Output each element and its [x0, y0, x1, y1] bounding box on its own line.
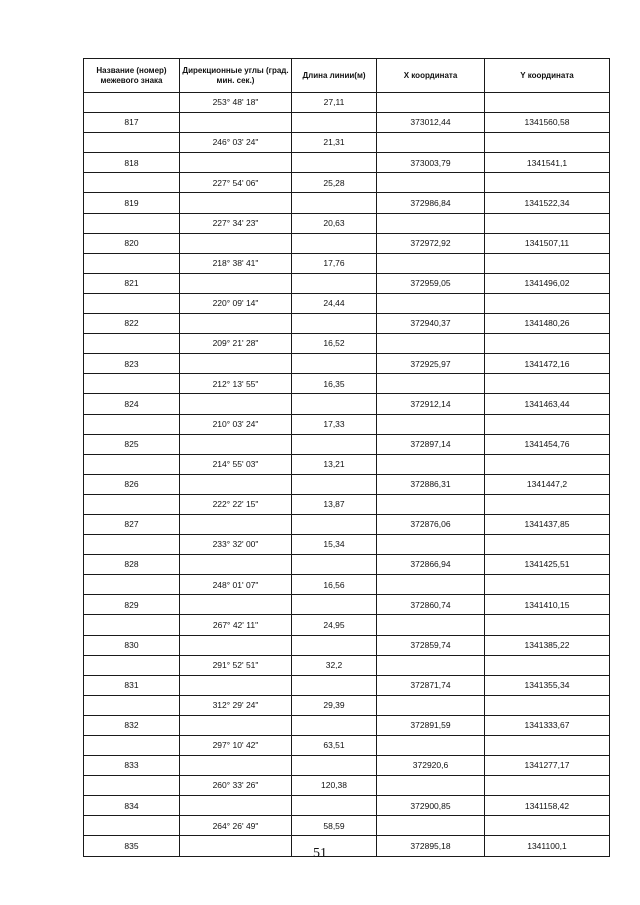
mark-name-cell	[84, 173, 180, 193]
page-number: 51	[313, 846, 327, 861]
x-coordinate-cell: 372925,97	[377, 354, 485, 374]
line-length-cell	[292, 113, 377, 133]
y-coordinate-cell: 1341560,58	[485, 113, 610, 133]
line-length-cell: 32,2	[292, 655, 377, 675]
table-row	[84, 756, 610, 776]
x-coordinate-cell: 372859,74	[377, 635, 485, 655]
bearing-cell: 212° 13' 55"	[180, 374, 292, 394]
bearing-cell: 253° 48' 18"	[180, 93, 292, 113]
bearing-cell: 220° 09' 14"	[180, 293, 292, 313]
mark-name-cell	[84, 454, 180, 474]
table-row	[84, 796, 610, 816]
bearing-cell: 248° 01' 07"	[180, 575, 292, 595]
line-length-cell	[292, 635, 377, 655]
line-length-cell: 29,39	[292, 695, 377, 715]
line-length-cell	[292, 715, 377, 735]
bearing-cell	[180, 193, 292, 213]
line-length-cell	[292, 153, 377, 173]
mark-name-cell: 832	[84, 715, 180, 735]
bearing-cell	[180, 434, 292, 454]
table-row	[84, 374, 610, 394]
x-coordinate-cell: 372920,6	[377, 756, 485, 776]
table-row	[84, 595, 610, 615]
table-row	[84, 535, 610, 555]
x-coordinate-cell: 372972,92	[377, 233, 485, 253]
x-coordinate-cell: 372891,59	[377, 715, 485, 735]
mark-name-cell	[84, 736, 180, 756]
line-length-cell	[292, 595, 377, 615]
bearing-cell: 246° 03' 24"	[180, 133, 292, 153]
table-row	[84, 334, 610, 354]
y-coordinate-cell	[485, 93, 610, 113]
header-y-coordinate: Y координата	[485, 59, 610, 93]
x-coordinate-cell: 372959,05	[377, 273, 485, 293]
line-length-cell: 13,87	[292, 494, 377, 514]
bearing-cell	[180, 233, 292, 253]
mark-name-cell: 819	[84, 193, 180, 213]
table-row	[84, 514, 610, 534]
x-coordinate-cell	[377, 575, 485, 595]
x-coordinate-cell: 372940,37	[377, 314, 485, 334]
table-row	[84, 575, 610, 595]
bearing-cell: 291° 52' 51"	[180, 655, 292, 675]
x-coordinate-cell: 372912,14	[377, 394, 485, 414]
mark-name-cell: 828	[84, 555, 180, 575]
y-coordinate-cell: 1341472,16	[485, 354, 610, 374]
line-length-cell: 24,95	[292, 615, 377, 635]
y-coordinate-cell	[485, 133, 610, 153]
bearing-cell	[180, 514, 292, 534]
mark-name-cell: 833	[84, 756, 180, 776]
bearing-cell: 267° 42' 11"	[180, 615, 292, 635]
mark-name-cell: 826	[84, 474, 180, 494]
bearing-cell: 264° 26' 49"	[180, 816, 292, 836]
mark-name-cell	[84, 93, 180, 113]
table-row	[84, 434, 610, 454]
mark-name-cell	[84, 213, 180, 233]
x-coordinate-cell	[377, 776, 485, 796]
bearing-cell: 297° 10' 42"	[180, 736, 292, 756]
bearing-cell	[180, 153, 292, 173]
line-length-cell	[292, 474, 377, 494]
bearing-cell	[180, 394, 292, 414]
line-length-cell	[292, 675, 377, 695]
y-coordinate-cell: 1341100,1	[485, 836, 610, 856]
mark-name-cell: 835	[84, 836, 180, 856]
bearing-cell: 210° 03' 24"	[180, 414, 292, 434]
table-row	[84, 655, 610, 675]
x-coordinate-cell	[377, 816, 485, 836]
x-coordinate-cell	[377, 535, 485, 555]
header-line-length: Длина линии(м)	[292, 59, 377, 93]
x-coordinate-cell: 372871,74	[377, 675, 485, 695]
x-coordinate-cell: 372876,06	[377, 514, 485, 534]
x-coordinate-cell	[377, 253, 485, 273]
table-row	[84, 736, 610, 756]
header-row	[84, 59, 610, 93]
y-coordinate-cell: 1341496,02	[485, 273, 610, 293]
bearing-cell: 260° 33' 26"	[180, 776, 292, 796]
table-row	[84, 454, 610, 474]
bearing-cell: 218° 38' 41"	[180, 253, 292, 273]
x-coordinate-cell: 372886,31	[377, 474, 485, 494]
line-length-cell: 16,52	[292, 334, 377, 354]
table-row	[84, 233, 610, 253]
x-coordinate-cell	[377, 454, 485, 474]
mark-name-cell	[84, 293, 180, 313]
line-length-cell	[292, 354, 377, 374]
bearing-cell	[180, 555, 292, 575]
bearing-cell	[180, 675, 292, 695]
bearing-cell	[180, 635, 292, 655]
y-coordinate-cell	[485, 454, 610, 474]
line-length-cell	[292, 394, 377, 414]
x-coordinate-cell	[377, 615, 485, 635]
line-length-cell: 20,63	[292, 213, 377, 233]
y-coordinate-cell: 1341158,42	[485, 796, 610, 816]
table-row	[84, 695, 610, 715]
header-x-coordinate: X координата	[377, 59, 485, 93]
y-coordinate-cell	[485, 213, 610, 233]
x-coordinate-cell	[377, 374, 485, 394]
table-row	[84, 293, 610, 313]
y-coordinate-cell	[485, 173, 610, 193]
boundary-marks-table	[83, 58, 610, 857]
line-length-cell	[292, 514, 377, 534]
line-length-cell	[292, 434, 377, 454]
y-coordinate-cell	[485, 253, 610, 273]
table-row	[84, 776, 610, 796]
x-coordinate-cell: 372900,85	[377, 796, 485, 816]
line-length-cell: 63,51	[292, 736, 377, 756]
y-coordinate-cell: 1341507,11	[485, 233, 610, 253]
x-coordinate-cell: 373003,79	[377, 153, 485, 173]
mark-name-cell: 829	[84, 595, 180, 615]
y-coordinate-cell	[485, 535, 610, 555]
mark-name-cell: 831	[84, 675, 180, 695]
bearing-cell	[180, 273, 292, 293]
mark-name-cell	[84, 615, 180, 635]
mark-name-cell	[84, 494, 180, 514]
x-coordinate-cell	[377, 695, 485, 715]
y-coordinate-cell: 1341447,2	[485, 474, 610, 494]
bearing-cell: 214° 55' 03"	[180, 454, 292, 474]
header-mark-name: Название (номер) межевого знака	[84, 59, 180, 93]
table-row	[84, 93, 610, 113]
line-length-cell: 17,76	[292, 253, 377, 273]
table-row	[84, 615, 610, 635]
line-length-cell: 13,21	[292, 454, 377, 474]
y-coordinate-cell: 1341522,34	[485, 193, 610, 213]
line-length-cell: 27,11	[292, 93, 377, 113]
table-row	[84, 635, 610, 655]
mark-name-cell: 824	[84, 394, 180, 414]
table-row	[84, 314, 610, 334]
table-row	[84, 253, 610, 273]
y-coordinate-cell	[485, 374, 610, 394]
bearing-cell: 222° 22' 15"	[180, 494, 292, 514]
mark-name-cell	[84, 575, 180, 595]
x-coordinate-cell	[377, 133, 485, 153]
mark-name-cell: 821	[84, 273, 180, 293]
x-coordinate-cell	[377, 414, 485, 434]
bearing-cell	[180, 314, 292, 334]
mark-name-cell	[84, 816, 180, 836]
y-coordinate-cell: 1341437,85	[485, 514, 610, 534]
x-coordinate-cell	[377, 736, 485, 756]
y-coordinate-cell: 1341385,22	[485, 635, 610, 655]
bearing-cell: 209° 21' 28"	[180, 334, 292, 354]
y-coordinate-cell: 1341333,67	[485, 715, 610, 735]
y-coordinate-cell	[485, 776, 610, 796]
x-coordinate-cell	[377, 494, 485, 514]
x-coordinate-cell	[377, 173, 485, 193]
x-coordinate-cell	[377, 655, 485, 675]
line-length-cell	[292, 193, 377, 213]
mark-name-cell: 820	[84, 233, 180, 253]
x-coordinate-cell: 372895,18	[377, 836, 485, 856]
y-coordinate-cell: 1341410,15	[485, 595, 610, 615]
x-coordinate-cell: 372986,84	[377, 193, 485, 213]
bearing-cell	[180, 715, 292, 735]
bearing-cell	[180, 796, 292, 816]
line-length-cell: 25,28	[292, 173, 377, 193]
line-length-cell	[292, 273, 377, 293]
line-length-cell: 120,38	[292, 776, 377, 796]
x-coordinate-cell	[377, 213, 485, 233]
mark-name-cell: 823	[84, 354, 180, 374]
line-length-cell: 58,59	[292, 816, 377, 836]
y-coordinate-cell	[485, 575, 610, 595]
table-row	[84, 555, 610, 575]
bearing-cell: 227° 34' 23"	[180, 213, 292, 233]
x-coordinate-cell: 372860,74	[377, 595, 485, 615]
y-coordinate-cell	[485, 414, 610, 434]
y-coordinate-cell	[485, 736, 610, 756]
table-row	[84, 474, 610, 494]
table-row	[84, 173, 610, 193]
mark-name-cell: 817	[84, 113, 180, 133]
y-coordinate-cell	[485, 615, 610, 635]
mark-name-cell	[84, 535, 180, 555]
y-coordinate-cell: 1341355,34	[485, 675, 610, 695]
y-coordinate-cell: 1341454,76	[485, 434, 610, 454]
mark-name-cell	[84, 655, 180, 675]
mark-name-cell: 834	[84, 796, 180, 816]
y-coordinate-cell	[485, 494, 610, 514]
bearing-cell	[180, 595, 292, 615]
table-row	[84, 153, 610, 173]
table-row	[84, 213, 610, 233]
line-length-cell	[292, 314, 377, 334]
table-row	[84, 193, 610, 213]
mark-name-cell	[84, 414, 180, 434]
x-coordinate-cell: 372897,14	[377, 434, 485, 454]
mark-name-cell: 827	[84, 514, 180, 534]
mark-name-cell	[84, 253, 180, 273]
table-row	[84, 816, 610, 836]
y-coordinate-cell	[485, 293, 610, 313]
y-coordinate-cell: 1341541,1	[485, 153, 610, 173]
line-length-cell	[292, 555, 377, 575]
bearing-cell: 227° 54' 06"	[180, 173, 292, 193]
x-coordinate-cell	[377, 93, 485, 113]
bearing-cell	[180, 113, 292, 133]
table-row	[84, 414, 610, 434]
x-coordinate-cell: 372866,94	[377, 555, 485, 575]
mark-name-cell	[84, 776, 180, 796]
x-coordinate-cell	[377, 293, 485, 313]
y-coordinate-cell	[485, 655, 610, 675]
table-row	[84, 715, 610, 735]
mark-name-cell	[84, 374, 180, 394]
y-coordinate-cell: 1341463,44	[485, 394, 610, 414]
mark-name-cell	[84, 133, 180, 153]
table-row	[84, 113, 610, 133]
x-coordinate-cell	[377, 334, 485, 354]
y-coordinate-cell: 1341480,26	[485, 314, 610, 334]
line-length-cell	[292, 796, 377, 816]
table-row	[84, 494, 610, 514]
table-row	[84, 354, 610, 374]
header-bearing: Дирекционные углы (град. мин. сек.)	[180, 59, 292, 93]
bearing-cell	[180, 354, 292, 374]
bearing-cell: 312° 29' 24"	[180, 695, 292, 715]
mark-name-cell	[84, 334, 180, 354]
table-row	[84, 273, 610, 293]
line-length-cell: 17,33	[292, 414, 377, 434]
table-row	[84, 394, 610, 414]
mark-name-cell: 830	[84, 635, 180, 655]
line-length-cell	[292, 233, 377, 253]
y-coordinate-cell	[485, 695, 610, 715]
x-coordinate-cell: 373012,44	[377, 113, 485, 133]
y-coordinate-cell	[485, 334, 610, 354]
y-coordinate-cell	[485, 816, 610, 836]
y-coordinate-cell: 1341277,17	[485, 756, 610, 776]
mark-name-cell: 822	[84, 314, 180, 334]
table-row	[84, 675, 610, 695]
bearing-cell	[180, 756, 292, 776]
line-length-cell: 24,44	[292, 293, 377, 313]
bearing-cell	[180, 474, 292, 494]
line-length-cell	[292, 756, 377, 776]
mark-name-cell	[84, 695, 180, 715]
line-length-cell: 16,35	[292, 374, 377, 394]
line-length-cell: 16,56	[292, 575, 377, 595]
line-length-cell: 21,31	[292, 133, 377, 153]
mark-name-cell: 825	[84, 434, 180, 454]
bearing-cell: 233° 32' 00"	[180, 535, 292, 555]
mark-name-cell: 818	[84, 153, 180, 173]
table-row	[84, 133, 610, 153]
line-length-cell: 15,34	[292, 535, 377, 555]
y-coordinate-cell: 1341425,51	[485, 555, 610, 575]
